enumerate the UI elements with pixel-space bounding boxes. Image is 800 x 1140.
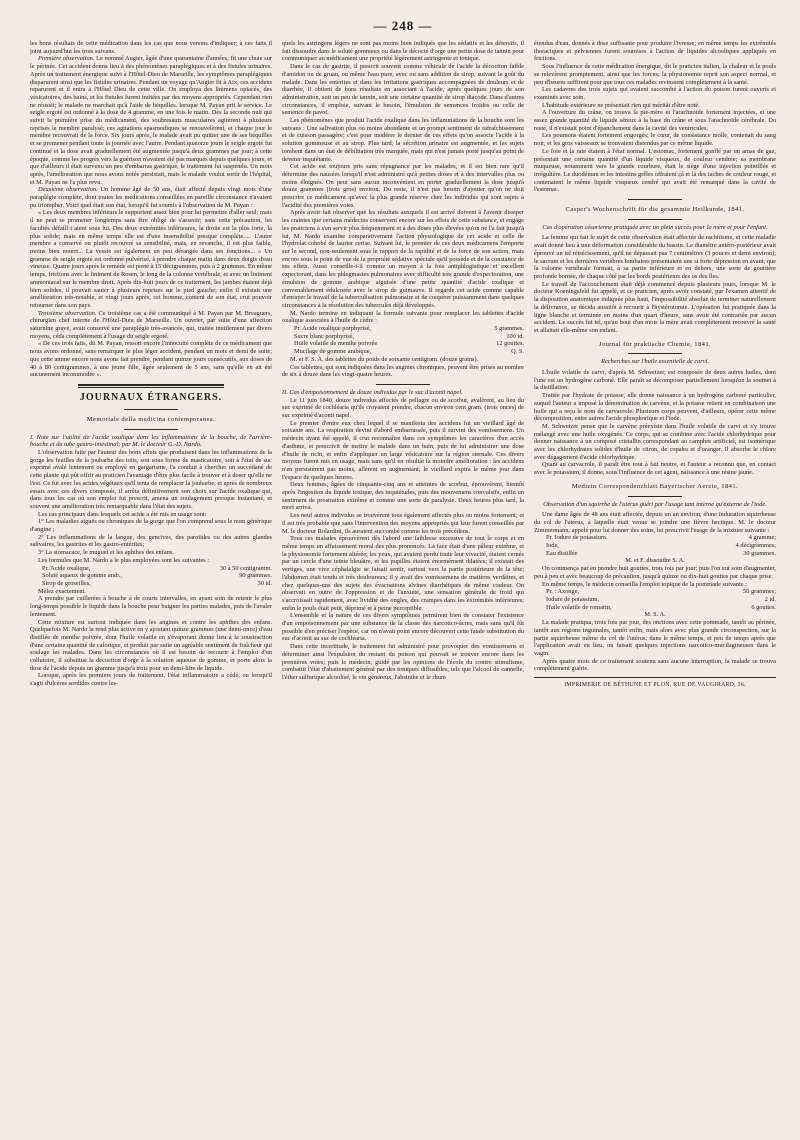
paragraph: Une dame âgée de 48 ans était affectée, depuis un an environ, d'une induration squirrheuse du col de l'utérus, à laquelle était venue se joindre une fièvre hectique. M. le docteur Zimmermann, appelé pour lui donner des soins, lui prescrivit l'usage de la mixture suivante :: [534, 511, 776, 534]
observation-label: Deuxième observation.: [38, 186, 98, 194]
paragraph: [30, 55, 272, 186]
divider: [124, 409, 177, 410]
paragraph: 1° Les maladies aiguës ou chroniques de la gorge que l'on comprend sous le nom générique d'angine ;: [30, 518, 272, 534]
rx-ingredient: Sirop de groseilles,: [42, 580, 91, 587]
paragraph: A prendre par cuillerées à bouche à de courts intervalles, en ayant soin de retenir le plus long-temps possible le liquide dans la bouche pour baigner les parties malades, puis de l'avaler lentement.: [30, 595, 272, 618]
paragraph: Après quatre mois de ce traitement soutenu sans aucune interruption, la malade se trouva complètement guérie.: [534, 657, 776, 673]
rx-ingredient: Eau distillée: [546, 549, 578, 557]
paragraph: Le premier d'entre eux chez lequel il se manifesta des accidens fut un vieillard âgé de soixante ans. La respiration devint d'abord embarrassée, puis il survint des vomissemens. Un médecin ayant été appelé, il crut reconnaître dans ces symptômes les caractères d'un accès d'asthme, et prescrivit de mettre le malade dans un bain, puis de lui administrer une dose d'huile de ricin, et enfin d'appliquer un large vésicatoire sur la région sternale. Ces divers moyens furent mis en usage, mais sans qu'il en résultât la moindre amélioration : les accidens n'en persistèrent pas moins, allèrent en augmentant; le vieillard expira le même jour dans l'espace de quelques heures.: [282, 419, 524, 481]
rx-dose: Q. S.: [511, 348, 524, 356]
prescription: [30, 565, 272, 588]
paragraph: Dans cette incertitude, le traitement fut administré pour provoquer des vomissemens et déterminer ainsi l'expulsion du restant du poison qui pouvait se trouver encore dans les premières voies; puis le médecin, guidé par les opinions de l'école du contro stimulisme, combattit l'état d'abattement général par des toniques diffusibles, tels que l'alcool de cannelle, l'éther sulfurique alcoolisé, le vin généreux, l'absinthe et le rhum: [282, 643, 524, 681]
paragraph: L'observation faite par l'auteur des bons effets que produisent dans les inflammations de la gorge les feuilles de la joubarbe des toits, soit sous forme de masticatoire, soit à l'état de suc exprimé avalé lentement ou employé en gargarisme, l'a conduit à chercher un succédané de cette plante qui pût offrir au praticien l'avantage d'être plus facile à trouver et à doser qu'elle ne l'est. Ce fut avec les acides végétaux qu'il tenta de remplacer la joubarbe, et après de nombreux essais avec ces divers composés, il arrêta définitivement son choix sur l'acide oxalique qui, dans tous les cas où son emploi fut prescrit, amena un soulagement presque instantané, et souvent une amélioration très remarquable dans l'état des sujets.: [30, 449, 272, 510]
paragraph: L'huile volatile de carvi, d'après M. Schweizer, est composée de deux autres huiles, dont l'une est un hydrogène carboné. Elle paraît se décomposer partiellement lorsqu'on la soumet à la distillation.: [534, 369, 776, 392]
prescription: [534, 534, 776, 557]
paragraph: « De ces trois faits, dit M. Payan, ressort encore l'innocuité complète de ce médicament que nous avons ordonné, sans remarquer le plus léger accident, pendant un mois et demi de suite; que cette amme encore nous avons fait prendre, pendant quinze jours consécutifs, aux doses de 40 à 80 centigrammes, à une jeune fille, âgée seulement de 5 ans, sans qu'elle en ait été aucunement incommodée ».: [30, 340, 272, 379]
rx-dose: 30 id.: [257, 580, 272, 587]
paragraph: « Les deux membres inférieurs le supportent assez bien pour lui permettre d'aller seul; mais il ne peut se promener longtemps sans être obligé de s'asseoir; sans cette précaution, les facultés défaill·i aient sous lui. Des deux extrémités inférieures, la droite est la plus forte, la plus solide; mais en même temps elle est d'une insensibilité presque complète..... L'autre membre a conservé ou plutôt recouvré sa sensibilité, mais, en revanche, il est plus faible, moins bien nourri... La vessie est également un peu dérangée dans ses fonctions... » Un gramme de seigle ergoté est ordonné pulvérisé, à prendre chaque matin dans deux doigts d'eau vineuse. Quatre jours après le remède est porté à 15 décigrammes, puis à 2 grammes. En même temps, frictions avec le liniment de Rosen, le long de la colonne vertébrale, et avec un liniment ammoniacal sur le membre droit. Après dix-huit jours de ce traitement, les jambes étaient déjà bien solides, il pouvait sauter à plusieurs reprises sur le pied gauche; enfin il existait une amélioration très-notable, et vingt jours après, cet homme, content de son état, crut pouvoir retourner dans son pays.: [30, 209, 272, 309]
paragraph: En même temps, le médecin conseilla l'emploi topique de la pommade suivante :: [542, 580, 747, 588]
rx-dose: 6 gouttes.: [751, 603, 776, 611]
paragraph: Après avoir fait observer que les résultats auxquels il est arrivé doivent à l'avenir dissiper les craintes que certains médecins conservent encore sur les effets de cette substance, et engage les praticiens à s'en servir plus fréquemment et à des doses plus élevées qu'on ne l'a fait jusqu'à lui, M. Nardo examine comparativement l'action physiologique de cet acide et celle de l'hydrolat cohobé de laurier cerise. Suivant lui, le premier de ces deux médicamens l'emporte sur le second, non-seulement sous le rapport de la rapidité et de la force de son action, mais encore sous le point de vue de la propriété sédative spéciale qu'il possède et de la constance de ses effets. Aussi conseille-t-il comme un moyen à la fois antiphlogistique et excellent expectorant, dans les phlegmasies pulmonaires avec difficulté très grande d'expectoration, une émulsion de gomme arabique aiguisée d'une petite quantité d'acide oxalique et convenablement édulcorée avec le sirop de guimauve. Il regarde cet acide comme capable d'enrayer le travail de la tuberculisation pulmonaire et de coopérer puissamment dans quelques circonstances à la résolution des tubercules déjà développés.: [282, 209, 524, 309]
paragraph: Cette mixture est surtout indiquée dans les angines et contre les aphthes des enfans. Quelquefois M. Nardo la rend plus active en y ajoutant quinze grammes (une demi-once) d'eau distillée de menthe poivrée, dont l'huile volatile en s'évaporant donne lieu à la soustraction d'une certaine quantité de calorique, et produit par suite un agréable sentiment de fraîcheur qui soulage les malades. Dans les circonstances où il est besoin de recourir à l'emploi d'un collutoire, il substitue la décoction d'orge à la solution aqueuse de gomme, et porte alors la dose de l'acide depuis un gramme jusqu'à trois pour un demi-litre de liquide.: [30, 618, 272, 672]
paragraph: [30, 186, 272, 209]
paragraph: L'habitude extérieure ne présentait rien qui méritât d'être noté.: [542, 101, 700, 109]
divider: [124, 429, 177, 430]
article-title: I. Note sur l'utilité de l'acide oxalique dans les inflammations de la bouche, de l'arrière-bouche et du tube gastro-intestinal; par M. le docteur G.-D. Nardo.: [30, 433, 272, 449]
page-number: — 248 —: [373, 18, 433, 33]
divider: [628, 219, 681, 220]
prescription: [534, 588, 776, 611]
column-2: [282, 40, 524, 1125]
paragraph: Le travail de l'accouchement était déjà commencé depuis plusieurs jours, lorsque M. le docteur Koeningsfeld fut appelé, et ce praticien, après avoir constaté, par l'examen attentif de la disposition anatomique indiquée plus haut, l'impossibilité absolue de terminer naturellement la délivrance, se décida aussitôt à recourir à l'hystérotomie. L'opération fut pratiquée dans la ligne blanche et terminée en moins d'un quart d'heure, sans avoir été contrariée par aucun accident. Le succès fut tel, qu'au bout d'un mois la mère avait complètement recouvré la santé et allaitait elle-même son enfant.: [534, 280, 776, 334]
prescription: [282, 325, 524, 356]
paragraph-text: Le nommé Augier, âgée d'une quarantaine d'années, fit une chute sur le périnée. Cet accident donna lieu à des phénomènes paraplégiques et à des fistules urinaires. Après un traitement énergique suivi à l'Hôtel-Dieu de Marseille, les symptômes paraplégiques disparurent ainsi que les fistules urinaires. Pendant un voyage qu'Augier fit à Aix, ces accidens reparurent et il entra à l'Hôtel Dieu de cette ville. On employa des linimens opiacés, des vésicatoires, des bains, et les fistules furent traitées par des moyens appropriés. Cependant rien ne réussit; le malade ne marchait qu'à l'aide de béquilles. lorsque M. Payan prit le service. Le seigle ergoté est ordonné à la dose de 4 gramme, en une fois le matin. Dès la seconde nuit qui suivit la première prise du médicament, des soubresauts musculaires agitèrent à plusieurs reprises le membre paralysé; ces agitations spasmodiques se renouvelèrent, et chaque jour le membre recouvrait de la force. Six jours après, le malade avait pu quitter une de ses béquilles et se promener pendant toute la journée avec l'autre. Pendant quatorze jours le seigle ergoté fut continué et la dose avait graduellement été augmentée jusqu'à deux grammes par jour; à cette époque, comme les progrès vers la guérison n'avaient été pas marqués depuis quelques jours, et que d'ailleurs il était survenu un peu d'embarras gastrique, le traitement fut suspendu. Un mois après, l'amélioration que nous avons notée persistait, mais le malade voulut sortir de l'hôpital, et M. Payan ne l'a plus revu.: [30, 55, 272, 186]
article-title: II. Cas d'empoisonnement de douze individus par le suc d'aconit napel.: [282, 388, 463, 396]
rx-ingredient: Iodure de potassium,: [546, 596, 600, 603]
paragraph: quels les astringens légers ne sont pas moins bien indiqués que les sédatifs et les détersifs, il fait dissoudre dans le soluté gommeux ou dans le décocté d'orge une petite dose de tannin pour communiquer au médicament une propriété légèrement astringente et tonique.: [282, 40, 524, 63]
paragraph: Les cadavres des trois sujets qui avaient succombé à l'action du poison furent ouverts et examinés avec soin.: [534, 86, 776, 101]
rx-ingredient: Pr. : Axonge,: [546, 588, 580, 596]
section-heading: JOURNAUX ÉTRANGERS.: [79, 391, 223, 403]
rx-instruction: Mêlez exactement.: [38, 587, 86, 595]
journal-title: Medizin Correspondenzblatt Bayerischer Aerzte, 1841.: [571, 482, 739, 490]
paragraph-text: Un homme âgé de 50 ans, était affecté depuis vingt mois d'une paraplégie complète, dont toutes les médications conseillées en pareille circonstance n'avaient pu triompher. Voici quel était son état, lorsqu'il fut soumis à l'observation de M. Payan :: [30, 186, 272, 209]
paragraph: Tous ces malades éprouvèrent dès l'abord une faiblesse excessive de tout le corps et en même temps un affaissement moral des plus prononcés. La face était d'une pâleur extrême, et la physionomie fortement altérée; les yeux, qui avaient perdu toute leur vivacité, étaient cernés par un cercle d'une teinte bleuâtre, et les pupilles étaient énormément dilatées; il existait des vertiges, une vive céphalalgie se faisait sentir, surtout vers la partie postérieure de la tête; l'abdomen était tendu et très douloureux; il y avait des vomissemens de matières verdâtres, et chez quelques-uns des sujets des évacuations alvines diarrhéiques de même couleur. On observait en outre de l'oppression et de l'anxiété, une sensation générale de froid qui s'accroissait rapidement, avec lividité des ongles, des crampes dans les extrémités inférieures; enfin le pouls était petit, déprimé et à peine perceptible.: [282, 535, 524, 612]
rx-instruction: M. et F. dissoudre S. A.: [625, 557, 685, 565]
paragraph: Les cas principaux dans lesquels cet acide a été mis en usage sont:: [38, 510, 207, 518]
article-title: Cas d'opération césarienne pratiquée avec un plein succès pour la mère et pour l'enfant.: [542, 223, 768, 231]
rx-dose: 30 à 50 centigramm.: [219, 564, 272, 572]
printer-imprint: IMPRIMERIE DE BÉTHUNE ET PLON, RUE DE VAUGIRARD, 36.: [564, 682, 746, 689]
journal-title: Journal für praktische Chemie, 1841.: [598, 340, 712, 348]
rx-ingredient: Sucre blanc porphyrisé,: [294, 332, 355, 340]
rx-instruction: M. S. A.: [644, 611, 666, 619]
paragraph-text: Ce troisième cas a été communiqué à M. Payan par M. Breaguers, chirurgien chef interne de l'Hôtel-Dieu de Marseille. Un ouvrier, par suite d'une affection saturnine grave, avait conservé une paraplégie très-avancée, qui, traitée inutilement par divers moyens, céda complètement à l'usage du seigle ergoté.: [30, 309, 272, 340]
paragraph: étendus d'eau, donnés à dose suffisante pour produire l'ivresse; en même temps les extrémités thoraciques et pelviennes furent soumises à l'action de liquides alcooliques appliqués en frictions.: [534, 40, 776, 63]
observation-label: Première observation.: [38, 55, 95, 63]
paragraph: M. Schweizer pense que le carvène préexiste dans l'huile volatile de carvi et s'y trouve mélangé avec une huile oxygénée. Ce corps, qui se combine avec l'acide chlorhydrique pour donner naissance à un composé cristallin correspondant au camphre artificiel, est isomérique avec les chlorhydrates solides d'huile de citron, de copahu et d'oranger. Il absorbe le chlore avec dégagement d'acide chlorhydrique.: [534, 422, 776, 461]
rx-dose: 100 id.: [506, 332, 524, 340]
rx-dose: 2 id.: [764, 596, 776, 603]
column-1: [30, 40, 272, 1125]
rx-dose: 5 grammes.: [494, 325, 524, 333]
paragraph: Les poumons étaient fortement engorgés; le cœur, de consistance molle, contenait du sang noir, et les gros vaisseaux se trouvaient distendus par ce même liquide.: [534, 132, 776, 148]
rx-ingredient: Huile volatile de romarin,: [546, 603, 612, 611]
section-divider: [78, 384, 223, 388]
divider: [628, 353, 681, 354]
rx-dose: 4 gramme;: [748, 534, 776, 542]
rx-dose: 4 décigrammes;: [735, 542, 776, 550]
paragraph: Les neuf autres individus se trouvèrent tous également affectés plus ou moins fortement; et il est très probable que sans l'intervention des moyens appropriés qui leur furent conseillés par M. le docteur Rolardini, ils auraient succombé comme les trois précédens.: [282, 512, 524, 535]
paragraph: On commença par en prendre huit gouttes, trois fois par jour; puis l'on eut soin d'augmenter, peu à peu et avec beaucoup de précaution, jusqu'à quinze ou dix-huit gouttes par chaque prise.: [534, 565, 776, 580]
rx-ingredient: Mucilage de gomme arabique,: [294, 348, 372, 356]
paragraph: M. et F. S. A. des tablettes du poids de soixante centigram. (douze grains).: [290, 355, 479, 363]
paragraph: Le foie et la rate étaient à l'état normal. L'estomac, fortement gonflé par un amas de gaz, présentait une certaine quantité d'un liquide visqueux, de couleur cendrée; sa membrane muqueuse, notamment vers la grande courbure, était le siège d'une injection pointillée et irrégulière. Le duodénum et les intestins grêles offraient çà et là des taches de couleur rouge, et contenaient le même liquide visqueux cendré qui avait été remarqué dans la cavité de l'estomac.: [534, 147, 776, 194]
rx-ingredient: Pr. Acide oxalique porphyrisé,: [294, 325, 371, 333]
divider: [534, 677, 776, 678]
paragraph: Deux femmes, âgées de cinquante-cinq ans et atteintes de scorbut, éprouvèrent, bientôt après l'ingestion du liquide toxique, des inquiétudes, puis des mouvemens convulsifs, enfin un sentiment de prostration extrême et comme une sorte de paralysie. Deux heures plus tard, la mort arriva.: [282, 481, 524, 512]
paragraph: Traitée par l'hydrate de potasse, elle donne naissance à un hydrogène carboné particulier, auquel l'auteur a imposé la dénomination de carvène, et la potasse retient en combinaison une huile qui a reçu le nom de carvacrole. Plusieurs corps peuvent, d'ailleurs, opérer cette même décomposition, entre autres l'acide phosphorique et l'iode.: [534, 392, 776, 423]
paragraph: Le 11 juin 1840, douze individus affectés de pellagre ou de scorbut, avalèrent, au lieu du suc exprimé de cochléaria qu'ils croyaient prendre, chacun environ cent gram. (trois onces) de suc exprimé d'aconit napel.: [282, 396, 524, 420]
paragraph: 3° La stomacace, le muguet et les aphthes des enfans.: [38, 549, 174, 557]
column-3: [534, 40, 776, 1125]
journal-title: Memoriale della medicina contemporanea.: [86, 415, 216, 423]
article-title: Recherches sur l'huile essentielle de carvi.: [601, 358, 709, 366]
divider: [628, 496, 681, 497]
paragraph: La malade pratiqua, trois fois par jour, des onctions avec cette pommade, tantôt au périnée, tantôt aux régions inguinales, tantôt enfin, mais alors avec plus grande circonspection, sur la partie squirrheuse même du col de l'utérus; dans le même temps, et peu de temps après que l'application avait eu lieu, on faisait quelques injections narcotico-mucilagineuses dans le vagin.: [534, 619, 776, 657]
paragraph: Sous l'influence de cette médication énergique, dit le praticien italien, la chaleur et le pouls se relevèrent promptement, ainsi que les forces; la physionomie reprit son aspect normal, et peu d'heures suffirent pour que tous ces malades revinssent complètement à la santé.: [534, 63, 776, 86]
rx-dose: 12 gouttes.: [496, 340, 524, 348]
paragraph: [30, 310, 272, 341]
paragraph: Les phénomènes que produit l'acide oxalique dans les inflammations de la bouche sont les suivans : Une salivation plus ou moins abondante et un prompt sentiment de rafraîchissement et de cuisson passagère; c'est pour modérer le dernier de ces effets qu'on associe l'acide à la solution gommeuse et au sirop. Plus tard, la sécrétion urinaire est augmentée, et les sujets tombent dans un état de débilitation très marquée, mais qui n'est jamais porté jusqu'au point de devenir inquiétante.: [282, 117, 524, 163]
paragraph: Les formules que M. Nardo a le plus employées sont les suivantes :: [38, 556, 210, 564]
rx-ingredient: Huile volatile de menthe poivrée: [294, 340, 378, 348]
paragraph: Cet acide est toujours pris sans répugnance par les malades, et il est bien rare qu'il détermine des nausées lorsqu'il n'est administré qu'à petites doses et à des intervalles plus ou moins éloignés. On peut sans aucun inconvénient en porter graduellement la dose jusqu'à douze grammes (trois gros) environ. Du reste, il n'est pas besoin d'ajouter qu'on ne doit prescrire ce médicament qu'avec la plus grande réserve chez les individus qui sont sujets à l'acidité des premières voies.: [282, 163, 524, 209]
paragraph: L'ensemble et la nature de ces divers symptômes permirent bien de constater l'existence d'un empoisonnement par une substance de la classe des narcotico-âcres, mais sans qu'il fût possible d'en préciser l'espèce, car on n'avait point encore découvert cette fatale substitution du suc d'aconit au suc de cochléaria.: [282, 612, 524, 643]
paragraph: La femme qui fait le sujet de cette observation était affectée de rachitisme, et cette maladie avait donné lieu à une déformation considérable du bassin. Le diamètre antéro-postérieur avait éprouvé un tel rétrécissement, qu'il ne dépassait pas 7 centimètres (3 pouces et demi environ); le sacrum et les dernières vertèbres lombaires présentaient une si forte dépression en avant, que la colonne vertébrale formait, à sa partie inférieure et en dehors, une sorte de gouttière profonde bornée, de chaque côté par les bords postérieurs des os des îles.: [534, 234, 776, 280]
rx-ingredient: Pr. Iodure de potassium.: [546, 534, 608, 542]
paragraph: Lorsque, après les premiers jours de traitement, l'état inflammatoire a cédé, ou lorsqu'il s'agit d'ulcères sordides contre les-: [30, 672, 272, 688]
divider: [628, 199, 681, 200]
observation-label: Troisième observation.: [38, 309, 97, 317]
rx-ingredient: Pr. Acide oxalique,: [42, 564, 91, 572]
rx-ingredient: Soluté aqueux de gomme arab.,: [42, 572, 122, 580]
paragraph: Quant au carvacrole, il paraît être tout à fait neutre, et l'auteur a reconnu que, en contact avec le potassium, il donne, sous l'influence de cet agent, naissance à une résine jaune.: [534, 461, 776, 477]
divider: [376, 384, 429, 385]
rx-dose: 50 grammes;: [743, 588, 776, 596]
paragraph: 2° Les inflammations de la langue, des gencives, des parotides ou des autres glandes salivaires, les gastrites et les gastro-entérites;: [30, 533, 272, 549]
article-title: Observation d'un squirrhe de l'utérus guéri par l'usage tant interne qu'externe de l'iode.: [543, 500, 767, 508]
paragraph: les bons résultats de cette médication dans les cas que nous venons d'indiquer; à ces faits il joint aujourd'hui les trois suivans.: [30, 40, 272, 55]
text-columns: [30, 40, 776, 1125]
paragraph: Dans le cas de gastrite, il prescrit souvent comme véhicule de l'acide la décoction faible d'amidon ou de gruau, ou même l'eau pure, avec ou sans addition de sirop, suivant le goût du malade. Dans les entérites et dans les irritations gastriques accompagnées de douleurs et de diarrhée, il obtient de bons résultats en associant à l'acide, après quelques jours de son administration, soit un peu de tannin, soit une certaine quantité de sirop diacode. Dans d'autres circonstances, il emploie, suivant le besoin, l'émulsion de semences froides ou celle de semence de pavot.: [282, 63, 524, 117]
journal-title: Casper's Wochenschrift für die gesammte Heilkunde, 1841.: [565, 206, 745, 214]
paragraph: M. Nardo termine en indiquant la formule suivante pour remplacer les tablettes d'acide oxalique associées à l'huile de cèdre :: [282, 309, 524, 325]
rx-dose: 90 grammes.: [239, 572, 272, 580]
paragraph: Ces tablettes, qui sont indiquées dans les angines chroniques, peuvent être prises au nombre de six à douze dans les vingt-quatre heures.: [282, 363, 524, 379]
paragraph: A l'ouverture du crâne, on trouva la pie-mère et l'arachnoïde fortement injectées, et une assez grande quantité de liquide séreux à la base du crâne et sous l'arachnoïde cérébrale. Du reste, il n'existait point d'épanchement dans la cavité des ventricules.: [534, 109, 776, 132]
rx-dose: 30 grammes.: [743, 549, 776, 557]
rx-ingredient: Iode,: [546, 542, 559, 550]
